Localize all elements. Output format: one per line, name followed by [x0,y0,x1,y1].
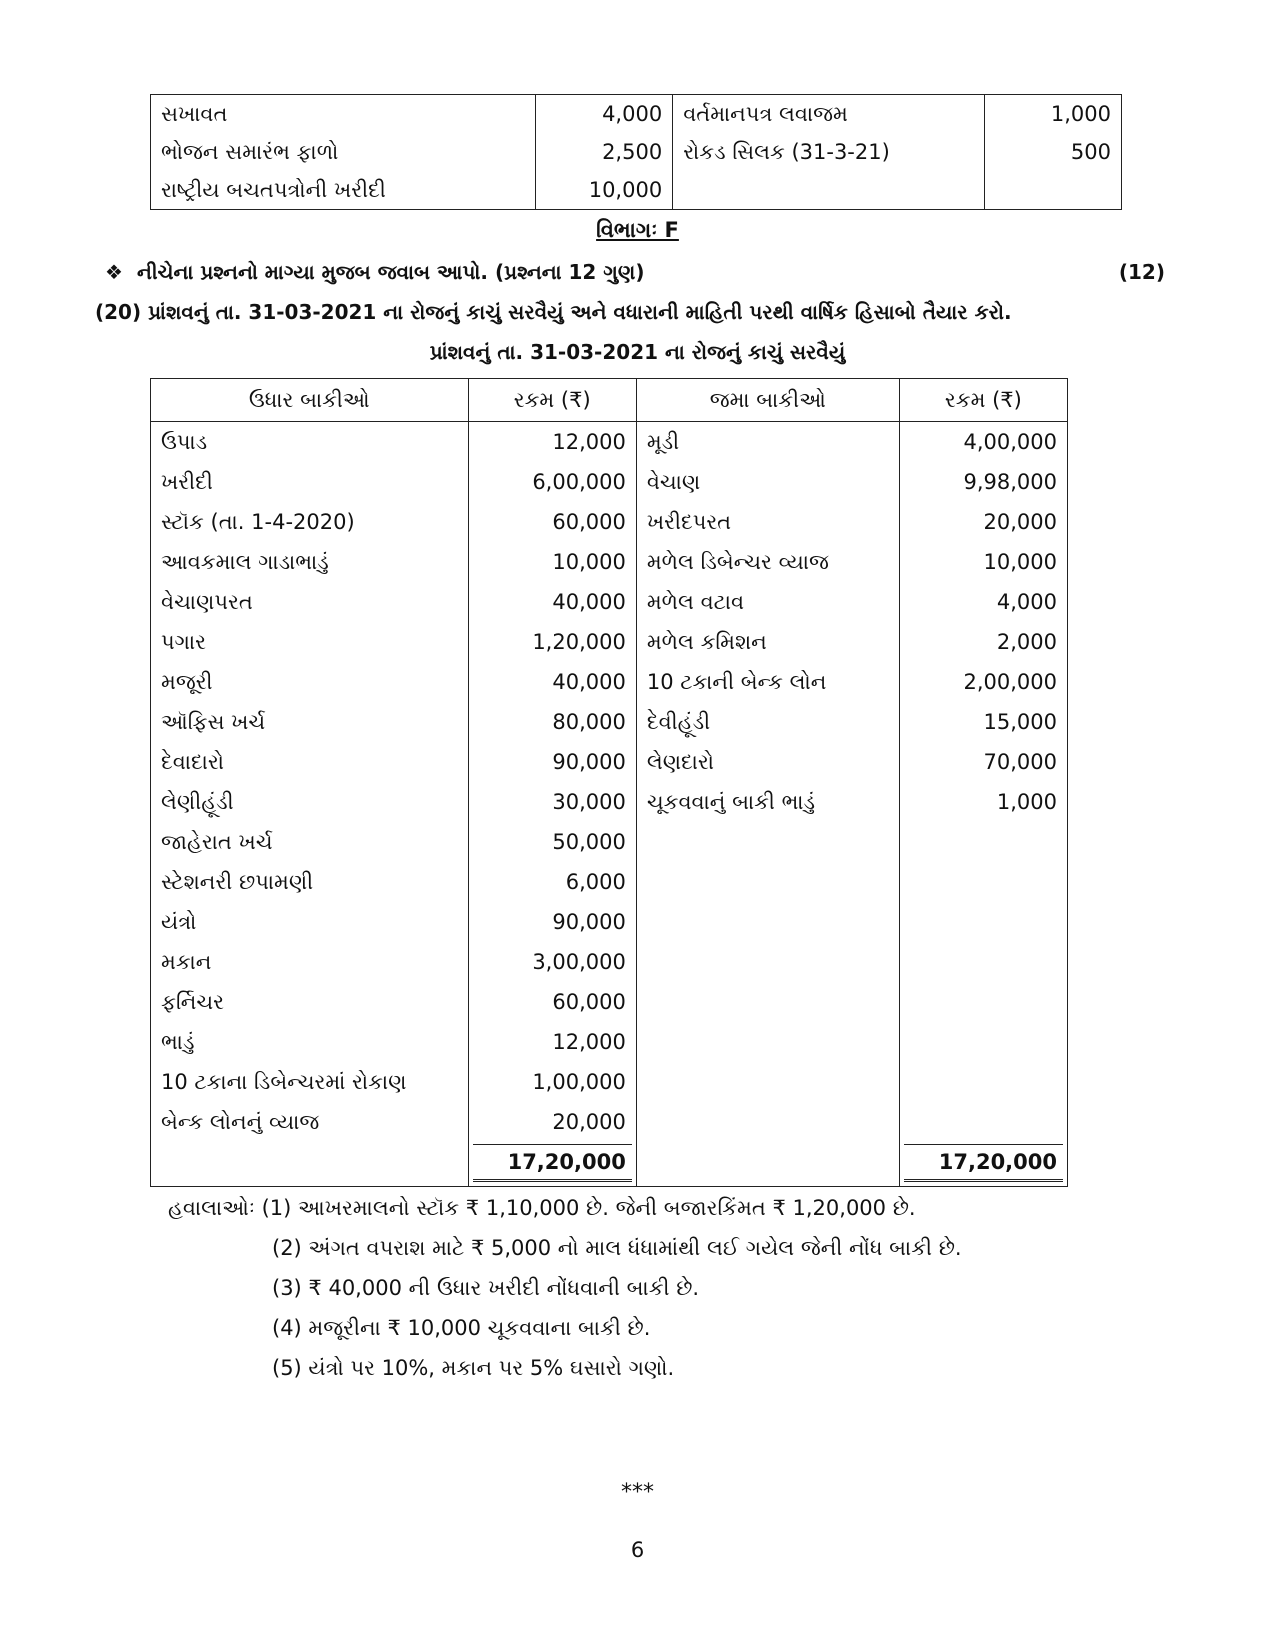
table-row [151,782,1068,822]
credit-item: મળેલ ડિબેન્ચર વ્યાજ [636,542,899,582]
credit-item [636,1062,899,1102]
debit-amount: 1,00,000 [468,1062,636,1102]
table-row [151,902,1068,942]
table-row [151,862,1068,902]
credit-header: જમા બાકીઓ [636,379,899,422]
credit-amount: 4,000 [899,582,1067,622]
debit-item: પગાર [151,622,469,662]
credit-amount: 20,000 [899,502,1067,542]
debit-item: દેવાદારો [151,742,469,782]
table-row [151,1062,1068,1102]
debit-item: સ્ટેશનરી છપામણી [151,862,469,902]
debit-item: ભાડું [151,1022,469,1062]
table-row [151,1102,1068,1142]
item-amount: 1,000 [984,95,1121,134]
item-amount: 500 [984,133,1121,171]
debit-item: ખરીદી [151,462,469,502]
item-label: સખાવત [151,95,536,134]
page-number: 6 [630,1538,645,1562]
credit-item: મૂડી [636,422,899,463]
credit-item [636,1022,899,1062]
top-ledger-table [150,94,1122,210]
credit-item [636,942,899,982]
credit-amount: 9,98,000 [899,462,1067,502]
end-stars: *** [621,1480,654,1505]
credit-amount: 2,00,000 [899,662,1067,702]
table-row [151,582,1068,622]
credit-item [636,1102,899,1142]
credit-item [636,982,899,1022]
adjustments-list [168,1188,962,1388]
credit-amount [899,1022,1067,1062]
debit-amount-header: રકમ (₹) [468,379,636,422]
item-label: ભોજન સમારંભ ફાળો [151,133,536,171]
table-row [151,1022,1068,1062]
debit-item: વેચાણપરત [151,582,469,622]
trial-balance-title: પ્રાંશવનું તા. 31-03-2021 ના રોજનું કાચું સરવૈયું [429,340,846,364]
debit-amount: 12,000 [468,1022,636,1062]
debit-item: ઉપાડ [151,422,469,463]
debit-amount: 3,00,000 [468,942,636,982]
debit-amount: 6,00,000 [468,462,636,502]
debit-amount: 80,000 [468,702,636,742]
debit-amount: 10,000 [468,542,636,582]
question-text: (20) પ્રાંશવનું તા. 31-03-2021 ના રોજનું કાચું સરવૈયું અને વધારાની માહિતી પરથી વાર્ષિક હિસાબો તૈયાર કરો. [95,300,1012,324]
item-amount: 2,500 [535,133,672,171]
section-heading: વિભાગઃ F [596,218,679,242]
debit-item: જાહેરાત ખર્ચ [151,822,469,862]
credit-amount-header: રકમ (₹) [899,379,1067,422]
table-row [151,662,1068,702]
credit-item: મળેલ વટાવ [636,582,899,622]
table-row [151,742,1068,782]
debit-amount: 90,000 [468,902,636,942]
instruction-text: નીચેના પ્રશ્નનો માગ્યા મુજબ જવાબ આપો. (પ્રશ્નના 12 ગુણ) [136,260,645,284]
trial-balance-table [150,378,1068,1187]
credit-amount [899,982,1067,1022]
adjustment-item: (5) યંત્રો પર 10%, મકાન પર 5% ઘસારો ગણો. [272,1356,675,1380]
debit-item: ફર્નિચર [151,982,469,1022]
credit-amount: 4,00,000 [899,422,1067,463]
table-row [151,462,1068,502]
credit-item: મળેલ કમિશન [636,622,899,662]
credit-item: લેણદારો [636,742,899,782]
table-row [151,942,1068,982]
credit-item: દેવીહૂંડી [636,702,899,742]
credit-item: વેચાણ [636,462,899,502]
debit-amount: 20,000 [468,1102,636,1142]
table-row [151,502,1068,542]
debit-amount: 30,000 [468,782,636,822]
marks-label: (12) [1118,260,1165,284]
adjustment-item: (2) અંગત વપરાશ માટે ₹ 5,000 નો માલ ધંધામાંથી લઈ ગયેલ જેની નોંધ બાકી છે. [272,1236,962,1260]
debit-item: મજૂરી [151,662,469,702]
table-row [151,171,1122,210]
credit-amount: 15,000 [899,702,1067,742]
debit-item: બેન્ક લોનનું વ્યાજ [151,1102,469,1142]
adjustment-item: (4) મજૂરીના ₹ 10,000 ચૂકવવાના બાકી છે. [272,1316,651,1340]
item-label [673,171,984,210]
debit-amount: 12,000 [468,422,636,463]
credit-amount [899,1062,1067,1102]
credit-item: ચૂકવવાનું બાકી ભાડું [636,782,899,822]
debit-item: લેણીહૂંડી [151,782,469,822]
credit-amount [899,1102,1067,1142]
debit-item: ઑફિસ ખર્ચ [151,702,469,742]
adjustment-item: હવાલાઓઃ (1) આખરમાલનો સ્ટૉક ₹ 1,10,000 છે. જેની બજારકિંમત ₹ 1,20,000 છે. [168,1196,916,1220]
debit-amount: 60,000 [468,982,636,1022]
total-credit: 17,20,000 [904,1144,1063,1182]
table-row [151,422,1068,463]
item-label: રાષ્ટ્રીય બચતપત્રોની ખરીદી [151,171,536,210]
debit-item: આવકમાલ ગાડાભાડું [151,542,469,582]
debit-item: મકાન [151,942,469,982]
debit-amount: 40,000 [468,662,636,702]
debit-amount: 50,000 [468,822,636,862]
table-row [151,542,1068,582]
credit-amount: 2,000 [899,622,1067,662]
table-row [151,95,1122,134]
debit-amount: 40,000 [468,582,636,622]
credit-amount [899,902,1067,942]
item-amount [984,171,1121,210]
total-row [151,1142,1068,1187]
credit-item [636,902,899,942]
table-row [151,822,1068,862]
instruction-line [105,260,645,284]
credit-item [636,822,899,862]
credit-item [636,862,899,902]
table-header-row [151,379,1068,422]
credit-amount [899,822,1067,862]
item-amount: 4,000 [535,95,672,134]
table-row [151,702,1068,742]
adjustment-item: (3) ₹ 40,000 ની ઉધાર ખરીદી નોંધવાની બાકી છે. [272,1276,700,1300]
table-row [151,622,1068,662]
diamond-bullet-icon: ❖ [105,260,123,284]
credit-amount: 10,000 [899,542,1067,582]
credit-item: 10 ટકાની બેન્ક લોન [636,662,899,702]
table-row [151,133,1122,171]
debit-item: 10 ટકાના ડિબેન્ચરમાં રોકાણ [151,1062,469,1102]
item-label: વર્તમાનપત્ર લવાજમ [673,95,984,134]
credit-amount [899,862,1067,902]
debit-item: સ્ટૉક (તા. 1-4-2020) [151,502,469,542]
total-debit: 17,20,000 [473,1144,632,1182]
debit-item: યંત્રો [151,902,469,942]
item-amount: 10,000 [535,171,672,210]
debit-amount: 90,000 [468,742,636,782]
debit-header: ઉધાર બાકીઓ [151,379,469,422]
table-row [151,982,1068,1022]
credit-amount: 70,000 [899,742,1067,782]
debit-amount: 1,20,000 [468,622,636,662]
credit-amount: 1,000 [899,782,1067,822]
item-label: રોકડ સિલક (31-3-21) [673,133,984,171]
debit-amount: 6,000 [468,862,636,902]
credit-amount [899,942,1067,982]
debit-amount: 60,000 [468,502,636,542]
credit-item: ખરીદપરત [636,502,899,542]
